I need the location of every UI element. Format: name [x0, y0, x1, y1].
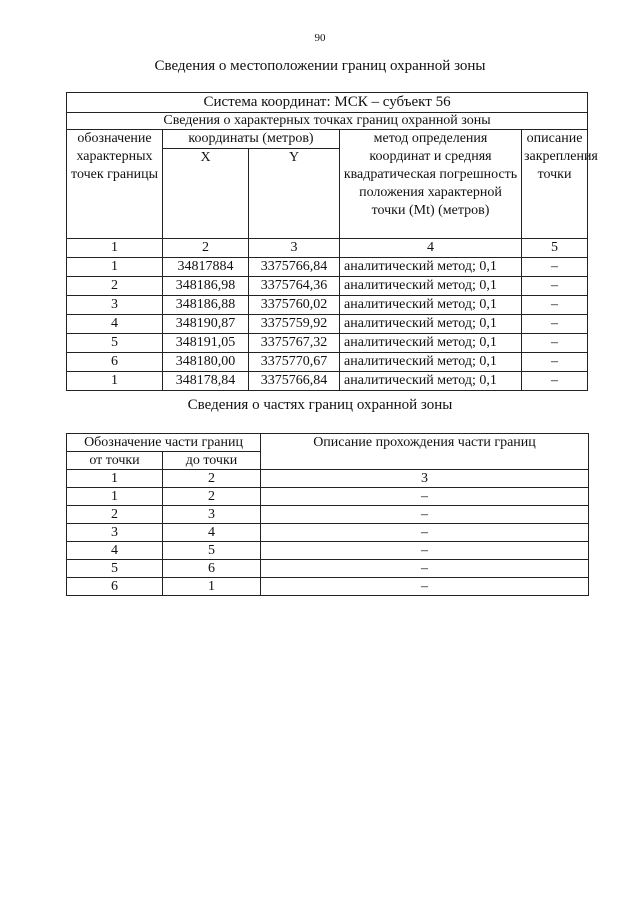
- method-cell: аналитический метод; 0,1: [340, 258, 522, 277]
- desc-cell: –: [261, 560, 589, 578]
- to-cell: 6: [163, 560, 261, 578]
- point-cell: 2: [67, 277, 163, 296]
- method-cell: аналитический метод; 0,1: [340, 334, 522, 353]
- table-row: [67, 542, 589, 560]
- y-cell: 3375759,92: [249, 315, 340, 334]
- from-cell: 6: [67, 578, 163, 596]
- point-cell: 5: [67, 334, 163, 353]
- x-cell: 348186,88: [163, 296, 249, 315]
- from-cell: 1: [67, 488, 163, 506]
- to-cell: 4: [163, 524, 261, 542]
- x-cell: 348190,87: [163, 315, 249, 334]
- x-cell: 34817884: [163, 258, 249, 277]
- table-row: [67, 353, 588, 372]
- fix-cell: –: [522, 315, 588, 334]
- table-row: [67, 258, 588, 277]
- header-fixing-description: описание закрепления точки: [522, 130, 588, 239]
- x-cell: 348191,05: [163, 334, 249, 353]
- section-heading-location: Сведения о местоположении границ охранной зоны: [154, 58, 486, 74]
- header-method: метод определения координат и средняя квадратическая погрешность положения характерной точки (Mt) (метров): [340, 130, 522, 239]
- table-row: [67, 372, 588, 391]
- desc-cell: –: [261, 488, 589, 506]
- desc-cell: –: [261, 578, 589, 596]
- fix-cell: –: [522, 296, 588, 315]
- point-cell: 6: [67, 353, 163, 372]
- table-row: [67, 334, 588, 353]
- index-cell: 1: [67, 239, 163, 258]
- header-x: X: [163, 149, 249, 239]
- method-cell: аналитический метод; 0,1: [340, 372, 522, 391]
- y-cell: 3375760,02: [249, 296, 340, 315]
- header-y: Y: [249, 149, 340, 239]
- index-cell: 4: [340, 239, 522, 258]
- index-cell: 5: [522, 239, 588, 258]
- method-cell: аналитический метод; 0,1: [340, 296, 522, 315]
- to-cell: 5: [163, 542, 261, 560]
- y-cell: 3375767,32: [249, 334, 340, 353]
- fix-cell: –: [522, 372, 588, 391]
- boundary-points-table: [66, 92, 598, 391]
- method-cell: аналитический метод; 0,1: [340, 315, 522, 334]
- fix-cell: –: [522, 277, 588, 296]
- table-row: [67, 315, 588, 334]
- section-heading-boundary-parts: Сведения о частях границ охранной зоны: [187, 397, 453, 413]
- y-cell: 3375766,84: [249, 258, 340, 277]
- table-row: [67, 578, 589, 596]
- from-cell: 2: [67, 506, 163, 524]
- header-part-description: Описание прохождения части границ: [261, 434, 589, 470]
- method-cell: аналитический метод; 0,1: [340, 353, 522, 372]
- x-cell: 348186,98: [163, 277, 249, 296]
- to-cell: 2: [163, 488, 261, 506]
- table-row: [67, 488, 589, 506]
- column-index-row: [67, 239, 588, 258]
- header-to-point: до точки: [163, 452, 261, 470]
- index-cell: 3: [261, 470, 589, 488]
- header-part-designation: Обозначение части границ: [67, 434, 261, 452]
- from-cell: 5: [67, 560, 163, 578]
- table-row: [67, 506, 589, 524]
- coordinate-system-row: Система координат: МСК – субъект 56: [67, 93, 588, 113]
- y-cell: 3375764,36: [249, 277, 340, 296]
- desc-cell: –: [261, 506, 589, 524]
- index-cell: 2: [163, 239, 249, 258]
- to-cell: 1: [163, 578, 261, 596]
- y-cell: 3375770,67: [249, 353, 340, 372]
- index-cell: 3: [249, 239, 340, 258]
- desc-cell: –: [261, 542, 589, 560]
- from-cell: 4: [67, 542, 163, 560]
- point-cell: 4: [67, 315, 163, 334]
- boundary-parts-table: [66, 433, 589, 596]
- table-row: [67, 560, 589, 578]
- table-row: [67, 524, 589, 542]
- x-cell: 348180,00: [163, 353, 249, 372]
- x-cell: 348178,84: [163, 372, 249, 391]
- y-cell: 3375766,84: [249, 372, 340, 391]
- table-row: [67, 277, 588, 296]
- point-cell: 1: [67, 258, 163, 277]
- header-coordinates: координаты (метров): [163, 130, 340, 149]
- fix-cell: –: [522, 334, 588, 353]
- method-cell: аналитический метод; 0,1: [340, 277, 522, 296]
- column-index-row: [67, 470, 589, 488]
- point-cell: 1: [67, 372, 163, 391]
- table-row: [67, 296, 588, 315]
- from-cell: 3: [67, 524, 163, 542]
- header-point-designation: обозначение характерных точек границы: [67, 130, 163, 239]
- point-cell: 3: [67, 296, 163, 315]
- fix-cell: –: [522, 353, 588, 372]
- header-from-point: от точки: [67, 452, 163, 470]
- fix-cell: –: [522, 258, 588, 277]
- table-subtitle-row: Сведения о характерных точках границ охранной зоны: [67, 113, 588, 130]
- to-cell: 3: [163, 506, 261, 524]
- index-cell: 1: [67, 470, 163, 488]
- page-number: 90: [314, 32, 326, 44]
- desc-cell: –: [261, 524, 589, 542]
- index-cell: 2: [163, 470, 261, 488]
